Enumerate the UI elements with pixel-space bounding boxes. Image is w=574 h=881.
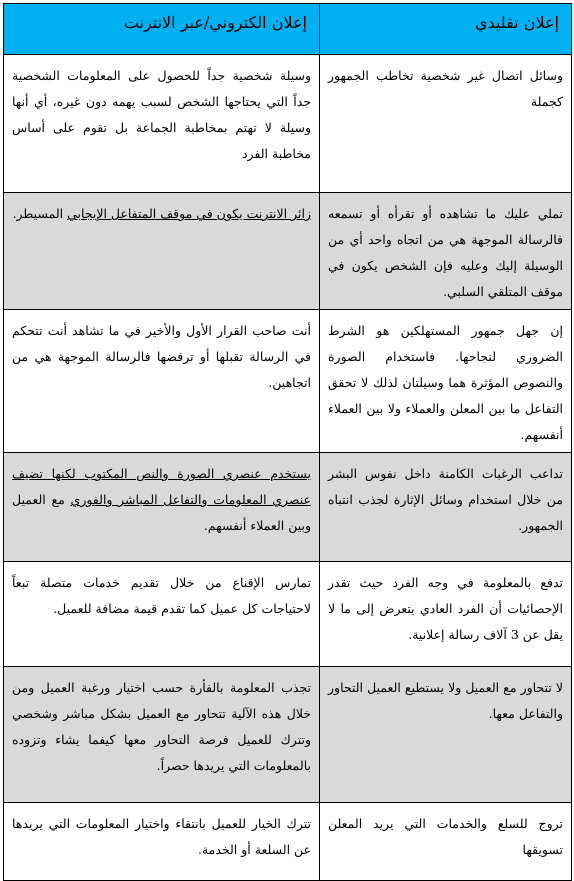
table-row	[4, 803, 572, 881]
table-row	[4, 562, 572, 667]
cell-traditional: تداعب الرغبات الكامنة داخل نفوس البشر من خلال استخدام وسائل الإثارة لجذب انتباه الجمهور.	[320, 453, 572, 562]
cell-traditional: تروج للسلع والخدمات التي يريد المعلن تسويقها	[320, 803, 572, 881]
cell-online: تجذب المعلومة بالفأرة حسب اختيار ورغبة العميل ومن خلال هذه الآلية تتحاور مع العميل بشكل مباشر وشخصي وتترك للعميل فرصة التحاور معها كيفما يشاء وتزوده بالمعلومات التي يريدها حصراً.	[4, 667, 320, 803]
cell-online: وسيلة شخصية جداً للحصول على المعلومات الشخصية جداً التي يحتاجها الشخص لسبب يهمه دون غيره، أي أنها وسيلة لا تهتم بمخاطبة الجماعة بل تقوم على أساس مخاطبة الفرد	[4, 55, 320, 193]
cell-traditional: تدفع بالمعلومة في وجه الفرد حيث تقدر الإحصائيات أن الفرد العادي يتعرض إلى ما لا يقل عن 3 آلاف رسالة إعلانية.	[320, 562, 572, 667]
cell-text: مع العميل وبين العملاء أنفسهم.	[12, 492, 311, 533]
comparison-table	[3, 3, 572, 881]
underlined-text: يستخدم عنصري الصورة والنص المكتوب لكنها تضيف عنصري المعلومات والتفاعل المباشر والفوري	[12, 466, 312, 507]
table-row	[4, 193, 572, 310]
cell-online: تمارس الإقناع من خلال تقديم خدمات متصلة تبعاً لاحتياجات كل عميل كما تقدم قيمة مضافة للعميل.	[4, 562, 320, 667]
cell-online	[4, 453, 320, 562]
table-row	[4, 667, 572, 803]
table-row	[4, 453, 572, 562]
cell-online: تترك الخيار للعميل بانتقاء واختيار المعلومات التي يريدها عن السلعة أو الخدمة.	[4, 803, 320, 881]
cell-traditional: تملي عليك ما تشاهده أو تقرأه أو تسمعه فالرسالة الموجهة هي من اتجاه واحد أي من الوسيلة إليك وعليه فإن الشخص يكون في موقف المتلقي السلبي.	[320, 193, 572, 310]
header-traditional: إعلان تقليدي	[320, 4, 572, 55]
cell-online	[4, 193, 320, 310]
cell-online: أنت صاحب القرار الأول والأخير في ما تشاهد أنت تتحكم في الرسالة تقبلها أو ترفضها فالرسالة الموجهة هي من اتجاهين.	[4, 310, 320, 453]
header-online: إعلان الكتروني/عبر الانترنت	[4, 4, 320, 55]
cell-traditional: إن جهل جمهور المستهلكين هو الشرط الضروري لنجاحها. فاستخدام الصورة والنصوص المؤثرة هما وسيلتان لذلك لا تحقق التفاعل ما بين المعلن والعملاء ولا بين العملاء أنفسهم.	[320, 310, 572, 453]
cell-traditional: لا تتحاور مع العميل ولا يستطيع العميل التحاور والتفاعل معها.	[320, 667, 572, 803]
table-row	[4, 55, 572, 193]
cell-text: المسيطر.	[12, 206, 68, 221]
cell-traditional: وسائل اتصال غير شخصية تخاطب الجمهور كجملة	[320, 55, 572, 193]
underlined-text: زائر الانترنت يكون في موقف المتفاعل الإيجابي	[67, 206, 311, 221]
table-row	[4, 310, 572, 453]
